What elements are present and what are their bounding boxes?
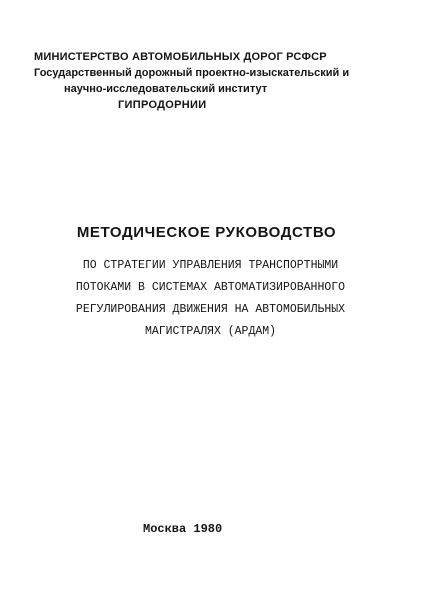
subtitle-line-2: ПОТОКАМИ В СИСТЕМАХ АВТОМАТИЗИРОВАННОГО [75, 281, 346, 294]
institute-short-name: ГИПРОДОРНИИ [118, 99, 207, 111]
subtitle-line-1: ПО СТРАТЕГИИ УПРАВЛЕНИЯ ТРАНСПОРТНЫМИ [82, 259, 339, 272]
ministry-name: МИНИСТЕРСТВО АВТОМОБИЛЬНЫХ ДОРОГ РСФСР [34, 51, 327, 63]
institute-name-line-2: научно-исследовательский институт [64, 83, 268, 95]
document-title: МЕТОДИЧЕСКОЕ РУКОВОДСТВО [76, 224, 337, 241]
place-and-year: Москва 1980 [143, 522, 223, 536]
subtitle-line-3: РЕГУЛИРОВАНИЯ ДВИЖЕНИЯ НА АВТОМОБИЛЬНЫХ [75, 303, 346, 316]
document-subtitle [0, 255, 421, 343]
header-block [34, 49, 350, 113]
subtitle-line-4: МАГИСТРАЛЯХ (АРДАМ) [144, 325, 277, 338]
institute-name-line-1: Государственный дорожный проектно-изыскательский и [34, 67, 350, 79]
